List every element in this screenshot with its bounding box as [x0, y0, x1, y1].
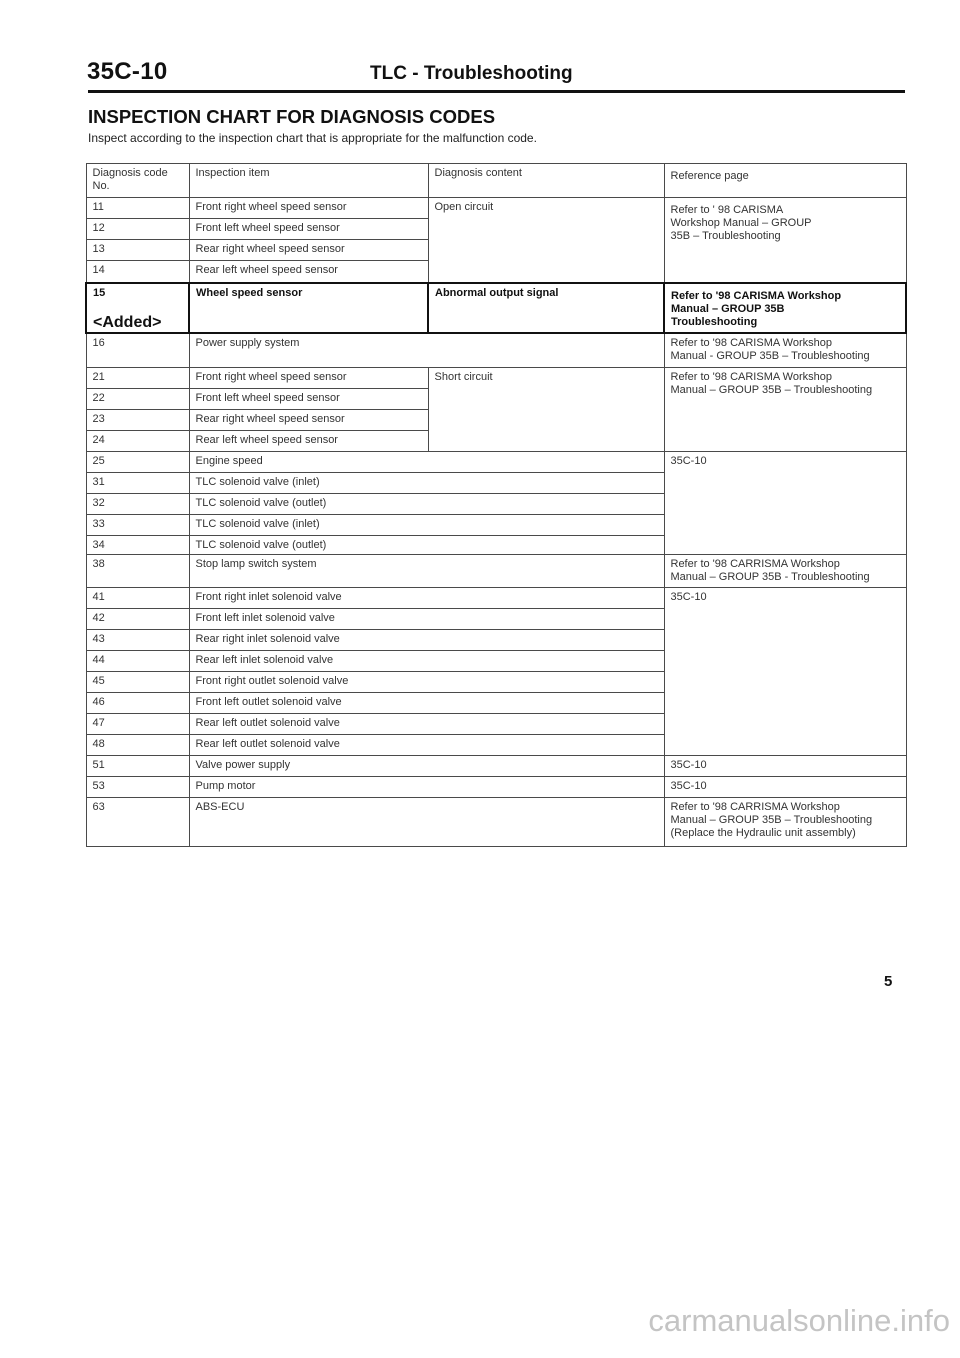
reference-line: Workshop Manual – GROUP: [670, 217, 812, 229]
section-number: 35C-10: [87, 58, 168, 85]
reference-line: 35C-10: [670, 455, 707, 467]
reference-page: [664, 756, 906, 777]
inspection-item: Rear left outlet solenoid valve: [189, 735, 664, 756]
added-note: <Added>: [93, 313, 162, 331]
diagnosis-code: 25: [86, 452, 189, 473]
reference-line: Refer to '98 CARISMA Workshop: [671, 289, 842, 302]
diagnosis-code: 33: [86, 515, 189, 536]
inspection-item: Pump motor: [189, 777, 664, 798]
inspection-item: Rear left wheel speed sensor: [189, 261, 428, 283]
reference-line: Refer to '98 CARRISMA Workshop: [670, 801, 840, 813]
watermark: carmanualsonline.info: [648, 1303, 950, 1338]
inspection-item: Valve power supply: [189, 756, 664, 777]
reference-page: [664, 452, 906, 555]
inspection-item: TLC solenoid valve (outlet): [189, 536, 664, 555]
diagnosis-code: 11: [86, 198, 189, 219]
diagnosis-code: 12: [86, 219, 189, 240]
reference-page: [664, 555, 906, 588]
reference-page: [664, 333, 906, 368]
reference-page: [664, 198, 906, 283]
table-row: [86, 368, 906, 389]
inspection-chart-table: [85, 163, 907, 847]
diagnosis-code: 46: [86, 693, 189, 714]
inspection-item: TLC solenoid valve (inlet): [189, 473, 664, 494]
header-rule: [88, 90, 905, 93]
diagnosis-code: 47: [86, 714, 189, 735]
inspection-item: Front right wheel speed sensor: [189, 368, 428, 389]
table-row: [86, 452, 906, 473]
inspection-item: Front right outlet solenoid valve: [189, 672, 664, 693]
inspection-item: TLC solenoid valve (outlet): [189, 494, 664, 515]
diagnosis-code: 13: [86, 240, 189, 261]
table-row-added: [86, 283, 906, 333]
reference-line: Manual – GROUP 35B – Troubleshooting: [670, 814, 873, 826]
diagnosis-code: 63: [86, 798, 189, 847]
inspection-item: Rear right wheel speed sensor: [189, 240, 428, 261]
diagnosis-code: 24: [86, 431, 189, 452]
inspection-item: TLC solenoid valve (inlet): [189, 515, 664, 536]
diagnosis-code: 21: [86, 368, 189, 389]
diagnosis-code: [86, 283, 189, 333]
reference-page: [664, 368, 906, 452]
diagnosis-code: 14: [86, 261, 189, 283]
inspection-item: Wheel speed sensor: [189, 283, 428, 333]
diagnosis-code: 31: [86, 473, 189, 494]
inspection-item: Rear left outlet solenoid valve: [189, 714, 664, 735]
inspection-item: Front left inlet solenoid valve: [189, 609, 664, 630]
diagnosis-content: Short circuit: [428, 368, 664, 452]
chart-heading: INSPECTION CHART FOR DIAGNOSIS CODES: [88, 106, 496, 127]
diagnosis-code: 43: [86, 630, 189, 651]
reference-line: Manual – GROUP 35B: [671, 302, 785, 315]
table-row: [86, 588, 906, 609]
reference-line: Refer to ' 98 CARISMA: [670, 204, 784, 216]
reference-page: [664, 798, 906, 847]
table-row: [86, 756, 906, 777]
reference-line: 35C-10: [670, 759, 707, 771]
inspection-item: Engine speed: [189, 452, 664, 473]
diagnosis-code: 16: [86, 333, 189, 368]
reference-line: Manual – GROUP 35B - Troubleshooting: [670, 571, 870, 583]
inspection-item: Rear right wheel speed sensor: [189, 410, 428, 431]
inspection-item: ABS-ECU: [189, 798, 664, 847]
reference-line: Manual – GROUP 35B – Troubleshooting: [670, 384, 873, 396]
diagnosis-code: 51: [86, 756, 189, 777]
diagnosis-code: 45: [86, 672, 189, 693]
reference-line: Manual - GROUP 35B – Troubleshooting: [670, 349, 870, 362]
inspection-item: Front left wheel speed sensor: [189, 389, 428, 410]
column-header-reference: Reference page: [664, 164, 906, 198]
table-row: [86, 333, 906, 368]
column-header-code: [86, 164, 189, 198]
table-row: [86, 798, 906, 847]
diagnosis-code: 34: [86, 536, 189, 555]
inspection-item: Front right inlet solenoid valve: [189, 588, 664, 609]
reference-page: [664, 777, 906, 798]
inspection-item: Power supply system: [189, 333, 664, 368]
diagnosis-code: 44: [86, 651, 189, 672]
reference-line: 35B – Troubleshooting: [670, 230, 781, 242]
reference-page: [664, 588, 906, 756]
page-title: TLC - Troubleshooting: [370, 63, 573, 84]
table-row: [86, 555, 906, 588]
reference-page: [664, 283, 906, 333]
inspection-item: Rear right inlet solenoid valve: [189, 630, 664, 651]
inspection-item: Front left wheel speed sensor: [189, 219, 428, 240]
column-header-code-label: Diagnosis code No.: [92, 167, 168, 192]
reference-line: 35C-10: [670, 591, 707, 603]
inspection-item: Front right wheel speed sensor: [189, 198, 428, 219]
reference-line: Troubleshooting: [671, 315, 758, 328]
diagnosis-code: 41: [86, 588, 189, 609]
chart-intro: Inspect according to the inspection chart that is appropriate for the malfunction code.: [88, 131, 537, 145]
reference-line: (Replace the Hydraulic unit assembly): [670, 827, 856, 839]
diagnosis-code: 38: [86, 555, 189, 588]
reference-line: Refer to '98 CARRISMA Workshop: [670, 558, 840, 570]
reference-line: 35C-10: [670, 780, 707, 792]
inspection-item: Rear left inlet solenoid valve: [189, 651, 664, 672]
page-number: 5: [884, 973, 893, 990]
diagnosis-code-number: 15: [93, 286, 106, 299]
table-row: [86, 198, 906, 219]
table-row: [86, 777, 906, 798]
diagnosis-code: 42: [86, 609, 189, 630]
diagnosis-content: Open circuit: [428, 198, 664, 283]
reference-line: Refer to '98 CARISMA Workshop: [670, 336, 832, 349]
diagnosis-code: 53: [86, 777, 189, 798]
diagnosis-code: 23: [86, 410, 189, 431]
diagnosis-code: 48: [86, 735, 189, 756]
table-header-row: [86, 164, 906, 198]
inspection-item: Front left outlet solenoid valve: [189, 693, 664, 714]
reference-line: Refer to '98 CARISMA Workshop: [670, 371, 832, 383]
column-header-content: Diagnosis content: [428, 164, 664, 198]
diagnosis-content: Abnormal output signal: [428, 283, 664, 333]
diagnosis-code: 32: [86, 494, 189, 515]
diagnosis-code: 22: [86, 389, 189, 410]
column-header-item: Inspection item: [189, 164, 428, 198]
inspection-item: Rear left wheel speed sensor: [189, 431, 428, 452]
inspection-item: Stop lamp switch system: [189, 555, 664, 588]
